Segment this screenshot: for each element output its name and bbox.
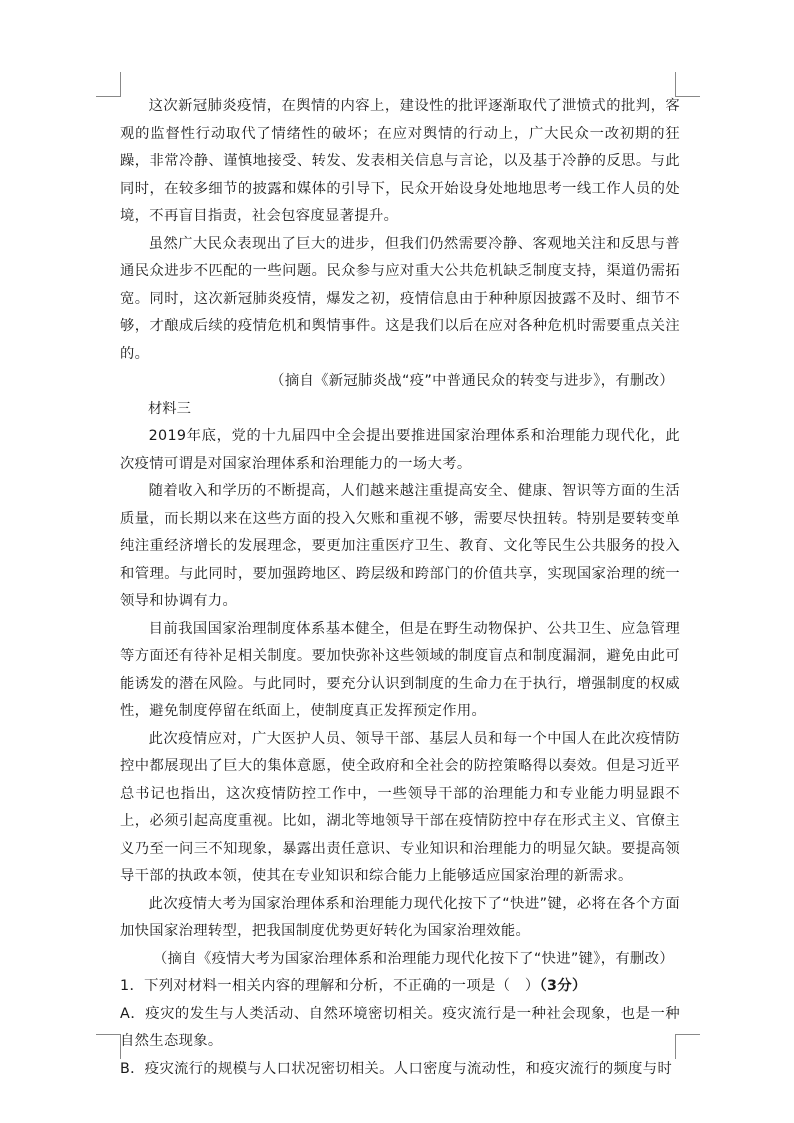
paragraph: 这次新冠肺炎疫情，在舆情的内容上，建设性的批评逐渐取代了泄愤式的批判，客观的监督性行动取代了情绪性的破坏；在应对舆情的行动上，广大民众一改初期的狂躁，非常冷静、谨慎地接受、转发、发表相关信息与言论，以及基于冷静的反思。与此同时，在较多细节的披露和媒体的引导下，民众开始设身处地地思考一线工作人员的处境，不再盲目指责，社会包容度显著提升。 [120, 98, 680, 224]
paragraph: 2019年底，党的十九届四中全会提出要推进国家治理体系和治理能力现代化，此次疫情可谓是对国家治理体系和治理能力的一场大考。 [120, 428, 680, 472]
option-b: B．疫灾流行的规模与人口状况密切相关。人口密度与流动性，和疫灾流行的频度与时 [120, 1060, 673, 1077]
source-citation: （摘自《新冠肺炎战“疫”中普通民众的转变与进步》，有删改） [270, 373, 674, 389]
paragraph: 虽然广大民众表现出了巨大的进步，但我们仍然需要冷静、客观地关注和反思与普通民众进步不匹配的一些问题。民众参与应对重大公共危机缺乏制度支持，渠道仍需拓宽。同时，这次新冠肺炎疫情，爆发之初，疫情信息由于种种原因披露不及时、细节不够，才酿成后续的疫情危机和舆情事件。这是我们以后在应对各种危机时需要重点关注的。 [120, 235, 680, 362]
source-citation: （摘自《疫情大考为国家治理体系和治理能力现代化按下了“快进”键》，有删改） [153, 950, 674, 967]
paragraph: 此次疫情大考为国家治理体系和治理能力现代化按下了“快进”键，必将在各个方面加快国家治理转型，把我国制度优势更好转化为国家治理效能。 [120, 895, 680, 939]
question-text: 1．下列对材料一相关内容的理解和分析，不正确的一项是（ ） [120, 978, 540, 994]
question-score: （3分） [539, 978, 587, 994]
document-page [120, 93, 680, 1083]
paragraph: 此次疫情应对，广大医护人员、领导干部、基层人员和每一个中国人在此次疫情防控中都展现出了巨大的集体意愿，使全政府和全社会的防控策略得以奏效。但是习近平总书记也指出，这次疫情防控工作中，一些领导干部的治理能力和专业能力明显跟不上，必须引起高度重视。比如，湖北等地领导干部在疫情防控中存在形式主义、官僚主义乃至一问三不知现象，暴露出责任意识、专业知识和治理能力的明显欠缺。要提高领导干部的执政本领，使其在专业知识和综合能力上能够适应国家治理的新需求。 [120, 730, 680, 884]
crop-mark-top-left [96, 72, 121, 97]
crop-mark-bottom-left [96, 1034, 121, 1059]
material-heading: 材料三 [148, 400, 191, 417]
question-stem [120, 973, 680, 1001]
paragraph: 随着收入和学历的不断提高，人们越来越注重提高安全、健康、智识等方面的生活质量，而长期以来在这些方面的投入欠账和重视不够，需要尽快扭转。特别是要转变单纯注重经济增长的发展理念，要更加注重医疗卫生、教育、文化等民生公共服务的投入和管理。与此同时，要加强跨地区、跨层级和跨部门的价值共享，实现国家治理的统一领导和协调有力。 [120, 483, 680, 609]
paragraph: 目前我国国家治理制度体系基本健全，但是在野生动物保护、公共卫生、应急管理等方面还有待补足相关制度。要加快弥补这些领域的制度盲点和制度漏洞，避免由此可能诱发的潜在风险。与此同时，要充分认识到制度的生命力在于执行，增强制度的权威性，避免制度停留在纸面上，使制度真正发挥预定作用。 [120, 620, 680, 719]
option-a: A．疫灾的发生与人类活动、自然环境密切相关。疫灾流行是一种社会现象，也是一种自然生态现象。 [120, 1005, 680, 1049]
